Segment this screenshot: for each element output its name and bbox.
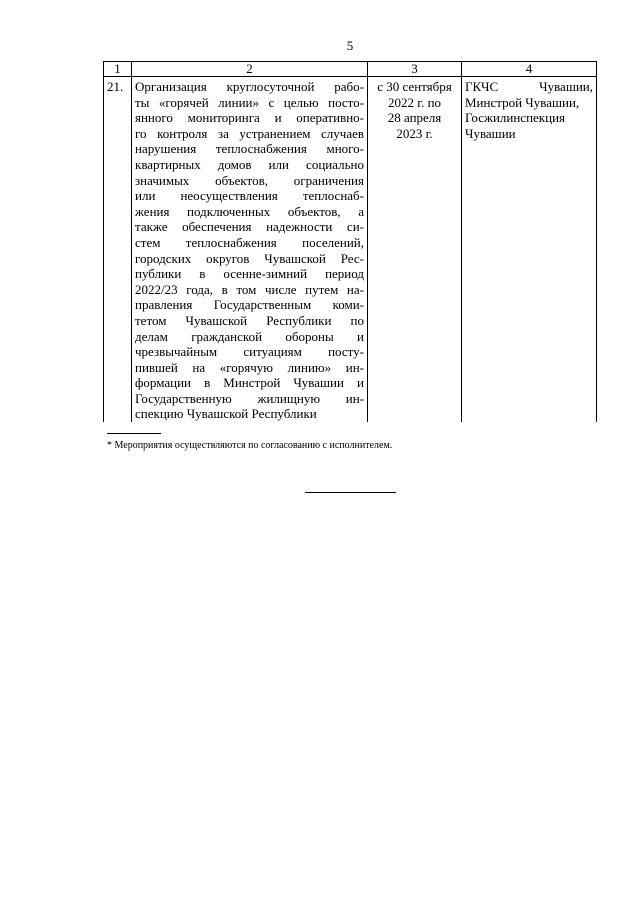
page-number: 5 xyxy=(346,38,354,53)
header-cell-1: 1 xyxy=(104,62,132,77)
description-line: ты «горячей линии» с целью посто- xyxy=(135,94,364,110)
header-cell-4: 4 xyxy=(462,62,597,77)
term-line: 2023 г. xyxy=(396,125,433,141)
footnote-divider xyxy=(107,433,161,434)
description-line: жения подключенных объектов, а xyxy=(135,203,364,219)
executor-line: ГКЧС Чувашии, xyxy=(465,79,593,94)
term-line: 28 апреля xyxy=(387,110,442,126)
responsible-executors xyxy=(462,77,597,423)
description-line: формации в Минстрой Чувашии и xyxy=(135,375,364,391)
executor-line: Госжилинспекция xyxy=(465,110,566,126)
description-line: делам гражданской обороны и xyxy=(135,328,364,344)
header-cell-2: 2 xyxy=(132,62,368,77)
description-line: публики в осенне-зимний период xyxy=(135,266,364,282)
description-line: городских округов Чувашской Рес- xyxy=(135,250,364,266)
measure-description xyxy=(132,77,368,423)
header-cell-3: 3 xyxy=(368,62,462,77)
description-line: квартирных домов или социально xyxy=(135,156,364,172)
header-row xyxy=(104,62,597,77)
term-line: 2022 г. по xyxy=(387,94,442,110)
description-line: чрезвычайным ситуациям посту- xyxy=(135,344,364,360)
description-line: значимых объектов, ограничения xyxy=(135,172,364,188)
description-line: тетом Чувашской Республики по xyxy=(135,312,364,328)
executor-line: Минстрой Чувашии, xyxy=(465,94,580,110)
description-line: Организация круглосуточной рабо- xyxy=(135,79,364,94)
execution-term xyxy=(368,77,462,423)
description-line: пившей на «горячую линию» ин- xyxy=(135,359,364,375)
description-line: 2022/23 года, в том числе путем на- xyxy=(135,281,364,297)
description-line: правления Государственным коми- xyxy=(135,297,364,313)
description-line: или неосуществления теплоснаб- xyxy=(135,188,364,204)
action-plan-table xyxy=(103,61,597,422)
executor-line: Чувашии xyxy=(465,125,516,141)
row-number: 21. xyxy=(104,77,132,423)
description-line: го контроля за устранением случаев xyxy=(135,125,364,141)
end-of-document-line xyxy=(305,492,396,493)
description-line: стем теплоснабжения поселений, xyxy=(135,234,364,250)
description-line: спекцию Чувашской Республики xyxy=(135,406,317,422)
table-row xyxy=(104,77,597,423)
description-line: нарушения теплоснабжения много- xyxy=(135,141,364,157)
description-line: также обеспечения надежности си- xyxy=(135,219,364,235)
footnote: * Мероприятия осуществляются по согласованию с исполнителем. xyxy=(107,440,393,451)
description-line: янного мониторинга и оперативно- xyxy=(135,110,364,126)
description-line: Государственную жилищную ин- xyxy=(135,390,364,406)
term-line: с 30 сентября xyxy=(377,79,452,94)
